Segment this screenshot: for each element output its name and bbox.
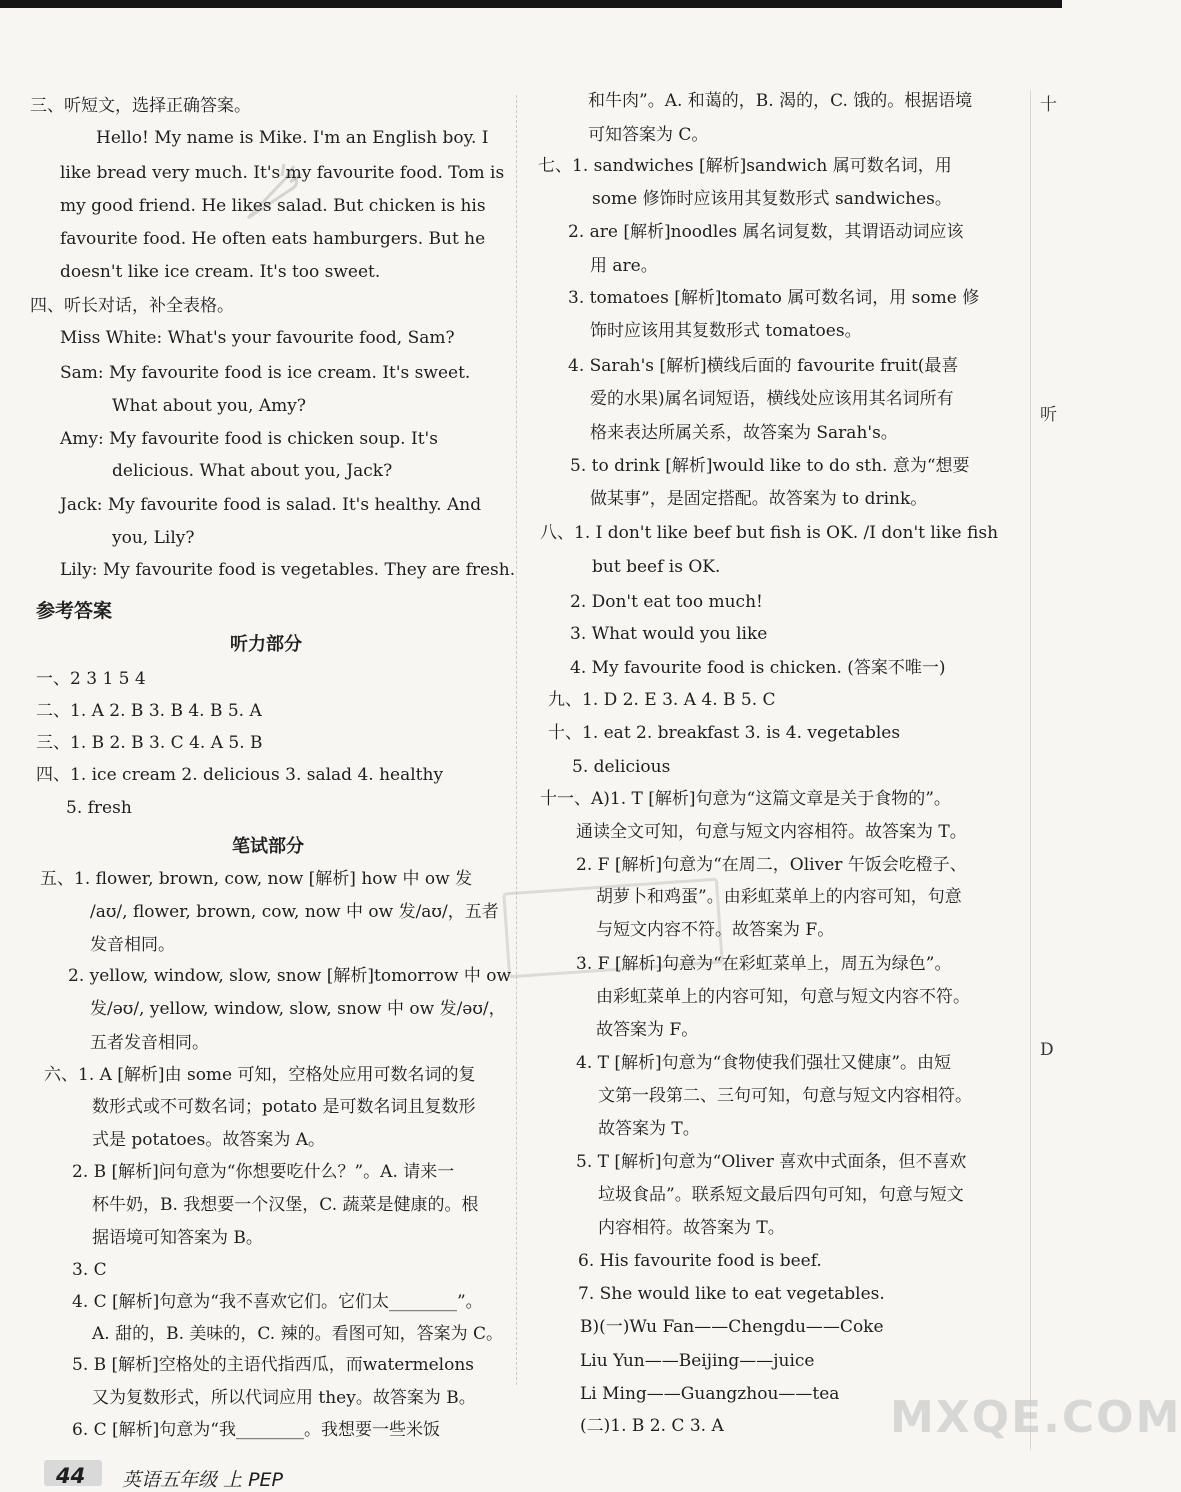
column-divider	[516, 95, 517, 1385]
right-column-line: some 修饰时应该用其复数形式 sandwiches。	[592, 189, 952, 209]
right-column-line: 3. What would you like	[570, 624, 768, 644]
right-column-line: 3. F [解析]句意为“在彩虹菜单上，周五为绿色”。	[576, 954, 952, 974]
right-column-line: 内容相符。故答案为 T。	[598, 1218, 785, 1238]
left-column-line: Lily: My favourite food is vegetables. They are fresh.	[60, 560, 516, 580]
left-column-line: my good friend. He likes salad. But chicken is his	[60, 196, 486, 216]
right-column-line: 6. His favourite food is beef.	[578, 1251, 822, 1271]
book-title: 英语五年级 上 PEP	[122, 1469, 283, 1491]
edge-mark: 听	[1040, 405, 1057, 425]
site-watermark: MXQE.COM	[890, 1392, 1181, 1443]
right-column-line: 4. Sarah's [解析]横线后面的 favourite fruit(最喜	[568, 356, 959, 376]
left-column-line: doesn't like ice cream. It's too sweet.	[60, 262, 381, 282]
left-column-line: favourite food. He often eats hamburgers. But he	[60, 229, 486, 249]
right-column-line: 4. My favourite food is chicken. (答案不唯一)	[570, 658, 946, 678]
right-column-line: 八、1. I don't like beef but fish is OK. /I don't like fish	[540, 523, 999, 543]
right-column-line: 故答案为 F。	[596, 1020, 699, 1040]
right-column-line: 故答案为 T。	[598, 1119, 700, 1139]
left-column-line: 五、1. flower, brown, cow, now [解析] how 中 ow 发	[40, 869, 473, 889]
top-border	[0, 0, 1062, 8]
left-column-line: 听力部分	[230, 634, 302, 655]
page-edge-divider	[1030, 90, 1031, 1450]
left-column-line: 一、2 3 1 5 4	[36, 669, 146, 689]
right-column-line: Liu Yun——Beijing——juice	[580, 1351, 815, 1371]
right-column-line: 通读全文可知，句意与短文内容相符。故答案为 T。	[576, 822, 967, 842]
right-column-line: 十一、A)1. T [解析]句意为“这篇文章是关于食物的”。	[540, 789, 951, 809]
left-column-line: delicious. What about you, Jack?	[112, 461, 393, 481]
left-column-line: 发音相同。	[90, 935, 175, 955]
right-column-line: 垃圾食品”。联系短文最后四句可知，句意与短文	[598, 1185, 964, 1205]
left-column-line: 5. fresh	[66, 798, 132, 818]
right-column-line: 5. T [解析]句意为“Oliver 喜欢中式面条，但不喜欢	[576, 1152, 967, 1172]
edge-mark: D	[1040, 1040, 1054, 1060]
right-column-line: 由彩虹菜单上的内容可知，句意与短文内容不符。	[596, 987, 970, 1007]
left-column-line: 三、1. B 2. B 3. C 4. A 5. B	[36, 733, 263, 753]
left-column-line: 三、听短文，选择正确答案。	[30, 96, 251, 116]
left-column-line: 2. B [解析]问句意为“你想要吃什么？”。A. 请来一	[72, 1162, 455, 1182]
right-column-line: 胡萝卜和鸡蛋”。由彩虹菜单上的内容可知，句意	[596, 887, 962, 907]
right-column-line: 7. She would like to eat vegetables.	[578, 1284, 885, 1304]
left-column-line: Amy: My favourite food is chicken soup. It's	[60, 429, 438, 449]
left-column-line: 四、听长对话，补全表格。	[30, 296, 234, 316]
right-column-line: 文第一段第二、三句可知，句意与短文内容相符。	[598, 1086, 972, 1106]
left-column-line: 2. yellow, window, slow, snow [解析]tomorrow 中 ow	[68, 966, 512, 986]
right-column-line: 格来表达所属关系，故答案为 Sarah's。	[590, 423, 898, 443]
left-column-line: 二、1. A 2. B 3. B 4. B 5. A	[36, 701, 262, 721]
left-column-line: 4. C [解析]句意为“我不喜欢它们。它们太________”。	[72, 1292, 483, 1312]
right-column-line: Li Ming——Guangzhou——tea	[580, 1384, 840, 1404]
right-column-line: 九、1. D 2. E 3. A 4. B 5. C	[548, 690, 776, 710]
right-column-line: 爱的水果)属名词短语，横线处应该用其名词所有	[590, 389, 954, 409]
right-column-line: 2. are [解析]noodles 属名词复数，其谓语动词应该	[568, 222, 964, 242]
left-column-line: 五者发音相同。	[90, 1033, 209, 1053]
right-column-line: but beef is OK.	[592, 557, 721, 577]
right-column-line: 和牛肉”。A. 和蔼的，B. 渴的，C. 饿的。根据语境	[588, 91, 973, 111]
edge-mark: 十	[1040, 95, 1057, 115]
left-column-line: 参考答案	[36, 600, 113, 622]
left-column-line: 数形式或不可数名词；potato 是可数名词且复数形	[92, 1097, 476, 1117]
left-column-line: 六、1. A [解析]由 some 可知，空格处应用可数名词的复	[44, 1065, 476, 1085]
right-column-line: 可知答案为 C。	[588, 125, 709, 145]
left-column-line: 式是 potatoes。故答案为 A。	[92, 1130, 326, 1150]
left-column-line: 又为复数形式，所以代词应用 they。故答案为 B。	[92, 1388, 476, 1408]
left-column-line: A. 甜的，B. 美味的，C. 辣的。看图可知，答案为 C。	[92, 1324, 504, 1344]
left-column-line: 6. C [解析]句意为“我________。我想要一些米饭	[72, 1420, 440, 1440]
left-column-line: /aʊ/, flower, brown, cow, now 中 ow 发/aʊ/，五者	[90, 902, 499, 922]
right-column-line: 5. delicious	[572, 757, 671, 777]
right-column-line: 七、1. sandwiches [解析]sandwich 属可数名词，用	[538, 156, 952, 176]
right-column-line: 4. T [解析]句意为“食物使我们强壮又健康”。由短	[576, 1053, 952, 1073]
right-column-line: 与短文内容不符。故答案为 F。	[596, 920, 835, 940]
right-column-line: (二)1. B 2. C 3. A	[580, 1416, 724, 1436]
right-column-line: 2. F [解析]句意为“在周二，Oliver 午饭会吃橙子、	[576, 855, 967, 875]
right-column-line: 做某事”，是固定搭配。故答案为 to drink。	[590, 489, 928, 509]
right-column-line: 用 are。	[590, 256, 658, 276]
right-column-line: 3. tomatoes [解析]tomato 属可数名词，用 some 修	[568, 288, 980, 308]
left-column-line: Hello! My name is Mike. I'm an English boy. I	[96, 128, 489, 148]
left-column-line: 笔试部分	[232, 836, 304, 857]
right-column-line: 饰时应该用其复数形式 tomatoes。	[590, 321, 862, 341]
left-column-line: Sam: My favourite food is ice cream. It's sweet.	[60, 363, 471, 383]
left-column-line: 5. B [解析]空格处的主语代指西瓜，而watermelons	[72, 1355, 475, 1375]
left-column-line: 3. C	[72, 1260, 107, 1280]
left-column-line: What about you, Amy?	[112, 396, 306, 416]
left-column-line: Jack: My favourite food is salad. It's healthy. And	[60, 495, 482, 515]
left-column-line: like bread very much. It's my favourite food. Tom is	[60, 163, 505, 183]
left-column-line: 杯牛奶，B. 我想要一个汉堡，C. 蔬菜是健康的。根	[92, 1195, 479, 1215]
right-column-line: B)(一)Wu Fan——Chengdu——Coke	[580, 1317, 884, 1337]
right-column-line: 十、1. eat 2. breakfast 3. is 4. vegetables	[548, 723, 901, 743]
left-column-line: you, Lily?	[112, 528, 195, 548]
left-column-line: 四、1. ice cream 2. delicious 3. salad 4. healthy	[36, 765, 444, 785]
left-column-line: Miss White: What's your favourite food, Sam?	[60, 328, 455, 348]
left-column-line: 据语境可知答案为 B。	[92, 1228, 263, 1248]
right-column-line: 2. Don't eat too much!	[570, 592, 763, 612]
right-column-line: 5. to drink [解析]would like to do sth. 意为“想要	[570, 456, 970, 476]
page-number: 44	[56, 1464, 86, 1488]
left-column-line: 发/əʊ/, yellow, window, slow, snow 中 ow 发/əʊ/，	[90, 999, 506, 1019]
adjacent-page-edge	[1038, 90, 1062, 1450]
